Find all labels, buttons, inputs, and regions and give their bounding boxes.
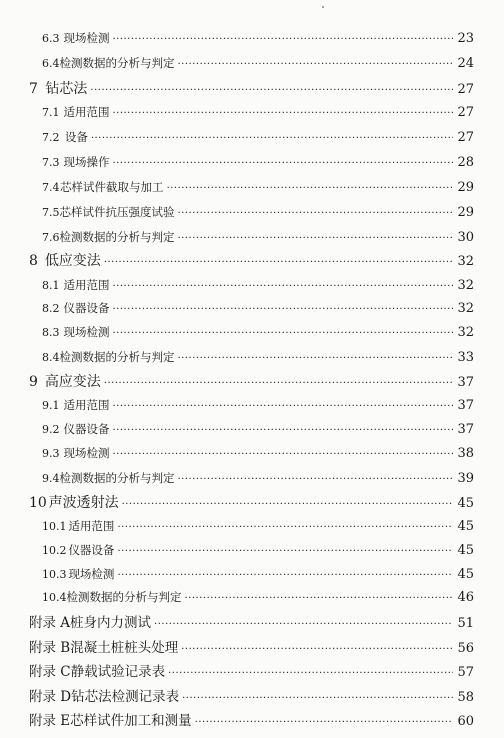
dot-leader xyxy=(91,133,453,144)
toc-number: 9.3 xyxy=(42,447,60,460)
toc-number: 8.4 xyxy=(42,351,60,364)
toc-title: 静载试验记录表 xyxy=(70,664,166,680)
toc-entry-appendix-b[interactable] xyxy=(29,636,474,656)
speck-mark xyxy=(322,6,324,8)
dot-leader xyxy=(178,233,454,244)
dot-leader xyxy=(112,449,453,460)
dot-leader xyxy=(90,85,453,96)
toc-number: 7.2 xyxy=(42,131,60,144)
dot-leader xyxy=(112,281,453,292)
toc-page-number: 45 xyxy=(457,519,474,534)
toc-page-number: 38 xyxy=(457,446,474,461)
toc-number: 7.6 xyxy=(42,231,60,244)
toc-page-number: 33 xyxy=(457,350,474,365)
toc-page-number: 23 xyxy=(457,31,474,46)
toc-entry-7-4[interactable] xyxy=(42,179,474,195)
dot-leader xyxy=(185,593,454,604)
toc-number: 9 xyxy=(29,374,38,390)
toc-page-number: 39 xyxy=(457,471,474,486)
toc-number: 8 xyxy=(29,253,38,269)
toc-number: 8.2 xyxy=(42,302,60,315)
toc-entry-appendix-d[interactable] xyxy=(29,685,474,705)
toc-entry-9-4[interactable] xyxy=(42,470,474,486)
toc-entry-7-6[interactable] xyxy=(42,229,474,245)
toc-page-number: 46 xyxy=(457,590,474,605)
toc-page-number: 32 xyxy=(457,325,474,340)
toc-title: 检测数据的分析与判定 xyxy=(59,230,175,244)
toc-entry-7-5[interactable] xyxy=(42,204,474,220)
dot-leader xyxy=(112,108,453,119)
toc-title: 现场检测 xyxy=(68,567,115,581)
toc-page-number: 28 xyxy=(457,155,474,170)
toc-number: 附录 B xyxy=(29,640,71,656)
toc-title: 检测数据的分析与判定 xyxy=(59,56,175,70)
toc-page-number: 29 xyxy=(457,205,474,220)
toc-title: 低应变法 xyxy=(44,253,101,269)
toc-page-number: 24 xyxy=(457,56,474,71)
toc-entry-appendix-a[interactable] xyxy=(29,611,474,631)
toc-number: 10.4 xyxy=(42,591,67,604)
toc-page-number: 58 xyxy=(457,690,474,705)
toc-page-number: 60 xyxy=(457,714,474,729)
dot-leader xyxy=(117,546,453,557)
dot-leader xyxy=(178,208,454,219)
toc-number: 7.5 xyxy=(42,206,60,219)
toc-entry-10-3[interactable] xyxy=(42,566,474,582)
toc-title: 检测数据的分析与判定 xyxy=(59,471,175,485)
dot-leader xyxy=(178,59,454,70)
toc-entry-8-2[interactable] xyxy=(42,300,474,316)
toc-page-number: 45 xyxy=(457,496,474,511)
dot-leader xyxy=(178,353,454,364)
toc-number: 附录 C xyxy=(29,664,71,680)
toc-number: 9.2 xyxy=(42,423,60,436)
toc-page-number: 37 xyxy=(457,422,474,437)
dot-leader xyxy=(181,644,453,655)
toc-number: 9.4 xyxy=(42,472,60,485)
toc-title: 现场检测 xyxy=(63,31,110,45)
toc-page-number: 45 xyxy=(457,543,474,558)
toc-title: 混凝土桩桩头处理 xyxy=(70,640,179,656)
toc-title: 芯样试件加工和测量 xyxy=(70,713,192,729)
toc-entry-7-2[interactable] xyxy=(42,129,474,145)
toc-page-number: 30 xyxy=(457,230,474,245)
toc-entry-9-2[interactable] xyxy=(42,421,474,437)
toc-page-number: 29 xyxy=(457,180,474,195)
toc-title: 仪器设备 xyxy=(63,422,110,436)
toc-title: 声波透射法 xyxy=(48,495,119,511)
toc-title: 适用范围 xyxy=(68,519,115,533)
toc-entry-9-1[interactable] xyxy=(42,397,474,413)
toc-title: 芯样试件截取与加工 xyxy=(60,180,164,194)
toc-number: 附录 E xyxy=(29,713,71,729)
dot-leader xyxy=(112,425,453,436)
toc-page-number: 57 xyxy=(457,665,474,680)
toc-entry-7[interactable] xyxy=(29,78,474,98)
toc-title: 桩身内力测试 xyxy=(70,615,152,631)
toc-number: 7.3 xyxy=(42,156,60,169)
toc-page-number: 56 xyxy=(457,641,474,656)
dot-leader xyxy=(117,522,453,533)
toc-number: 7 xyxy=(29,81,38,97)
dot-leader xyxy=(104,257,453,268)
toc-entry-appendix-e[interactable] xyxy=(29,709,474,729)
dot-leader xyxy=(112,158,453,169)
toc-entry-8-3[interactable] xyxy=(42,324,474,340)
toc-title: 适用范围 xyxy=(63,398,110,412)
toc-entry-9[interactable] xyxy=(29,371,474,391)
toc-title: 检测数据的分析与判定 xyxy=(66,590,182,604)
toc-entry-8-4[interactable] xyxy=(42,349,474,365)
dot-leader xyxy=(104,378,453,389)
toc-title: 钻芯法检测记录表 xyxy=(71,689,180,705)
dot-leader xyxy=(195,717,453,728)
dot-leader xyxy=(154,619,453,630)
dot-leader xyxy=(117,570,453,581)
toc-entry-10-2[interactable] xyxy=(42,542,474,558)
toc-page-number: 37 xyxy=(457,398,474,413)
toc-page-number: 45 xyxy=(457,567,474,582)
toc-number: 9.1 xyxy=(42,399,60,412)
toc-number: 附录 D xyxy=(29,689,72,705)
toc-number: 6.4 xyxy=(42,57,60,70)
dot-leader xyxy=(122,499,453,510)
toc-title: 适用范围 xyxy=(63,105,110,119)
toc-entry-10-1[interactable] xyxy=(42,518,474,534)
toc-page-number: 27 xyxy=(457,82,474,97)
dot-leader xyxy=(112,401,453,412)
toc-page-number: 37 xyxy=(457,375,474,390)
toc-title: 高应变法 xyxy=(44,374,101,390)
toc-number: 8.3 xyxy=(42,326,60,339)
toc-number: 6.3 xyxy=(42,32,60,45)
toc-title: 钻芯法 xyxy=(45,81,88,97)
toc-title: 适用范围 xyxy=(63,278,110,292)
toc-number: 8.1 xyxy=(42,279,60,292)
toc-title: 现场操作 xyxy=(63,155,110,169)
dot-leader xyxy=(182,693,453,704)
toc-entry-7-1[interactable] xyxy=(42,104,474,120)
toc-entry-7-3[interactable] xyxy=(42,154,474,170)
toc-title: 现场检测 xyxy=(63,325,110,339)
dot-leader xyxy=(112,328,453,339)
toc-number: 附录 A xyxy=(29,615,71,631)
toc-number: 10.2 xyxy=(42,544,67,557)
toc-title: 现场检测 xyxy=(63,446,110,460)
toc-entry-8[interactable] xyxy=(29,250,474,270)
toc-page-number: 27 xyxy=(457,130,474,145)
toc-title: 设备 xyxy=(64,130,88,144)
toc-entry-6-4[interactable] xyxy=(42,55,474,71)
toc-title: 检测数据的分析与判定 xyxy=(59,350,175,364)
toc-entry-appendix-c[interactable] xyxy=(29,660,474,680)
toc-page-number: 32 xyxy=(457,254,474,269)
toc-number: 7.4 xyxy=(42,181,60,194)
toc-number: 10 xyxy=(29,495,47,511)
toc-entry-9-3[interactable] xyxy=(42,445,474,461)
toc-number: 10.1 xyxy=(42,520,67,533)
toc-title: 芯样试件抗压强度试验 xyxy=(59,205,175,219)
toc-page-number: 32 xyxy=(457,278,474,293)
toc-entry-6-3[interactable] xyxy=(42,30,474,46)
toc-page-number: 51 xyxy=(457,616,474,631)
dot-leader xyxy=(167,183,453,194)
dot-leader xyxy=(112,304,453,315)
toc-number: 7.1 xyxy=(42,106,60,119)
toc-number: 10.3 xyxy=(42,568,67,581)
dot-leader xyxy=(168,668,453,679)
toc-entry-8-1[interactable] xyxy=(42,277,474,293)
toc-title: 仪器设备 xyxy=(63,301,110,315)
toc-page-number: 32 xyxy=(457,301,474,316)
toc-page-number: 27 xyxy=(457,105,474,120)
dot-leader xyxy=(178,474,454,485)
toc-entry-10-4[interactable] xyxy=(42,589,474,605)
dot-leader xyxy=(112,34,453,45)
toc-title: 仪器设备 xyxy=(68,543,115,557)
toc-entry-10[interactable] xyxy=(29,492,474,512)
